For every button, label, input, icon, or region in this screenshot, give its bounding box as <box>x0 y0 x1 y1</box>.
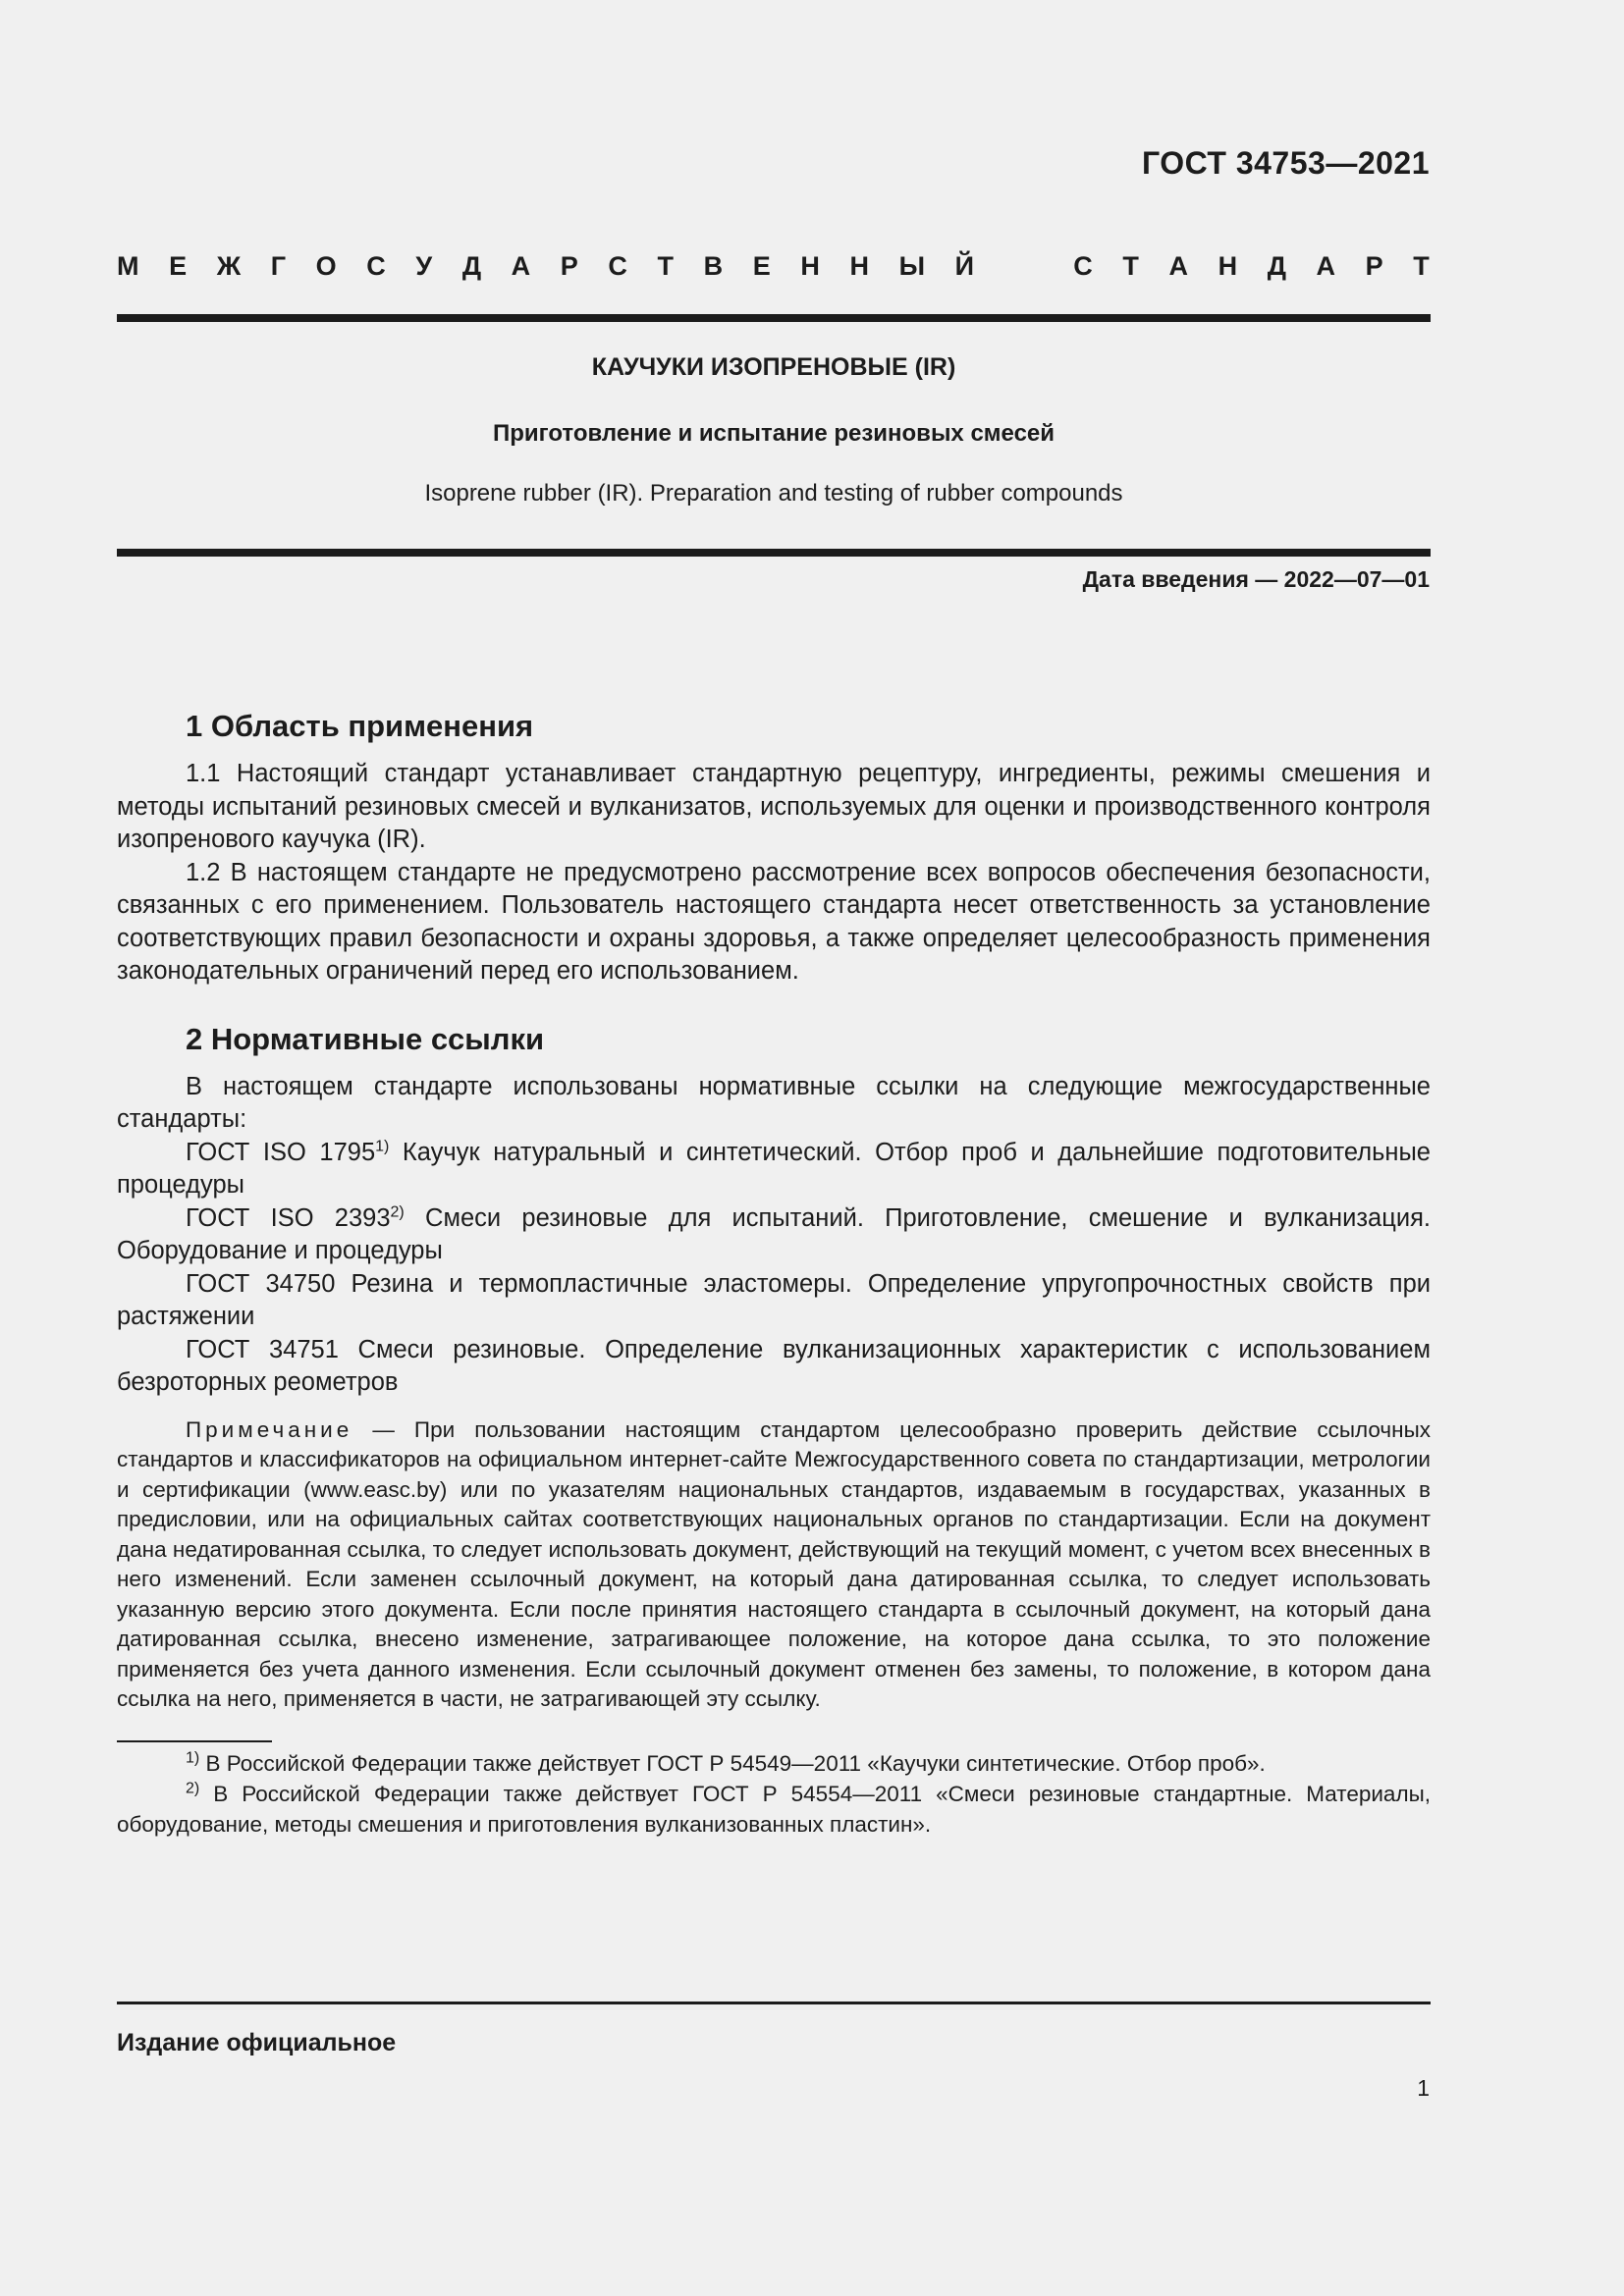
reference-title: Каучук натуральный и синтетический. Отбор проб и дальнейшие подготовительные процедуры <box>117 1138 1431 1199</box>
footnote-text: В Российской Федерации также действует ГОСТ Р 54549—2011 «Каучуки синтетические. Отбор проб». <box>199 1750 1266 1776</box>
banner-letter: Й <box>954 251 975 281</box>
banner-letter: Н <box>849 251 869 281</box>
paragraph-1-2: 1.2 В настоящем стандарте не предусмотрено рассмотрение всех вопросов обеспечения безопасности, связанных с его применением. Пользователь настоящего стандарта несет ответственность за установление соответствующих правил безопасности и охраны здоровья, а также определяет целесообразность применения законодательных ограничений перед его использованием. <box>117 858 1431 985</box>
note-label: Примечание <box>186 1416 353 1442</box>
banner-letter: Р <box>560 251 578 281</box>
banner-letter: У <box>415 251 433 281</box>
paragraph-1-1: 1.1 Настоящий стандарт устанавливает стандартную рецептуру, ингредиенты, режимы смешения и методы испытаний резиновых смесей и вулканизатов, используемых для оценки и производственного контроля изопренового каучука (IR). <box>117 760 1431 853</box>
section-1-title: 1 Область применения <box>186 709 534 743</box>
footnote-text: В Российской Федерации также действует ГОСТ Р 54554—2011 «Смеси резиновые стандартные. Материалы, оборудование, методы смешения и приготовления вулканизованных пластин». <box>117 1781 1431 1837</box>
reference-item <box>117 1202 1431 1268</box>
official-edition-label: Издание официальное <box>117 2029 397 2056</box>
introduction-date: Дата введения — 2022—07—01 <box>1082 566 1430 592</box>
document-subtitle: Приготовление и испытание резиновых смесей <box>492 420 1056 447</box>
section-2-title: 2 Нормативные ссылки <box>186 1021 545 1056</box>
reference-title: Резина и термопластичные эластомеры. Определение упругопрочностных свойств при растяжении <box>117 1269 1431 1330</box>
standard-number: ГОСТ 34753—2021 <box>1141 145 1430 181</box>
banner-gap <box>1004 251 1044 282</box>
document-body <box>117 709 1431 1840</box>
banner-letter: Н <box>800 251 820 281</box>
banner-letter: Т <box>1413 251 1430 281</box>
banner-letter: М <box>117 251 139 281</box>
banner-letter: Т <box>1122 251 1139 281</box>
banner-letter: А <box>1168 251 1188 281</box>
banner-letter: О <box>315 251 337 281</box>
reference-title: Смеси резиновые. Определение вулканизационных характеристик с использованием безроторных реометров <box>117 1335 1431 1396</box>
footnote-marker: 2) <box>186 1780 200 1796</box>
footnote-separator <box>117 1740 272 1742</box>
reference-code: ГОСТ ISO 1795 <box>186 1138 376 1166</box>
footnote-marker: 1) <box>375 1138 390 1154</box>
footnote <box>117 1748 1431 1779</box>
banner-letter: Ы <box>898 251 926 281</box>
footnote-marker: 1) <box>186 1749 200 1766</box>
banner-letter: Г <box>270 251 287 281</box>
footnote-marker: 2) <box>390 1203 405 1220</box>
banner-letter: Д <box>461 251 482 281</box>
banner-letter: Т <box>657 251 675 281</box>
note-text: — При пользовании настоящим стандартом целесообразно проверить действие ссылочных стандартов и классификаторов на официальном интернет-сайте Межгосударственного совета по стандартизации, метрологии и сертификации (www.easc.by) или по указателям национальных стандартов, издаваемым в государствах, указанных в предисловии, или на официальных сайтах соответствующих национальных органов по стандартизации. Если на документ дана недатированная ссылка, то следует использовать документ, действующий на текущий момент, с учетом всех внесенных в него изменений. Если заменен ссылочный документ, на который дана датированная ссылка, то следует использовать указанную версию этого документа. Если после принятия настоящего стандарта в ссылочный документ, на который дана датированная ссылка, внесено изменение, затрагивающее положение, на которое дана ссылка, то это положение применяется без учета данного изменения. Если ссылочный документ отменен без замены, то положение, в котором дана ссылка на него, применяется в части, не затрагивающей эту ссылку. <box>117 1416 1431 1711</box>
reference-code: ГОСТ ISO 2393 <box>186 1203 391 1232</box>
banner-letter: С <box>366 251 386 281</box>
reference-item <box>117 1268 1431 1334</box>
reference-code: ГОСТ 34750 <box>186 1269 336 1298</box>
footer-rule <box>117 2002 1431 2004</box>
footnote <box>117 1779 1431 1840</box>
banner-letter: А <box>1316 251 1336 281</box>
top-rule <box>117 314 1431 322</box>
document-title-english: Isoprene rubber (IR). Preparation and testing of rubber compounds <box>424 480 1123 507</box>
banner-letter: Р <box>1365 251 1383 281</box>
note-paragraph <box>117 1415 1431 1715</box>
document-title: КАУЧУКИ ИЗОПРЕНОВЫЕ (IR) <box>591 353 956 381</box>
reference-code: ГОСТ 34751 <box>186 1335 339 1363</box>
section-2-intro: В настоящем стандарте использованы нормативные ссылки на следующие межгосударственные стандарты: <box>117 1072 1431 1133</box>
banner-letter: А <box>511 251 531 281</box>
interstate-standard-banner <box>117 251 1430 282</box>
reference-item <box>117 1137 1431 1202</box>
banner-letter: Д <box>1267 251 1286 281</box>
page-number: 1 <box>1417 2075 1430 2101</box>
banner-letter: В <box>703 251 724 281</box>
banner-letter: Ж <box>216 251 242 281</box>
banner-letter: С <box>608 251 627 281</box>
banner-letter: Н <box>1218 251 1238 281</box>
banner-letter: Е <box>169 251 188 281</box>
reference-title: Смеси резиновые для испытаний. Приготовление, смешение и вулканизация. Оборудование и процедуры <box>117 1203 1431 1264</box>
banner-letter: С <box>1073 251 1093 281</box>
banner-letter: Е <box>752 251 771 281</box>
reference-item <box>117 1334 1431 1400</box>
title-rule <box>117 549 1431 557</box>
